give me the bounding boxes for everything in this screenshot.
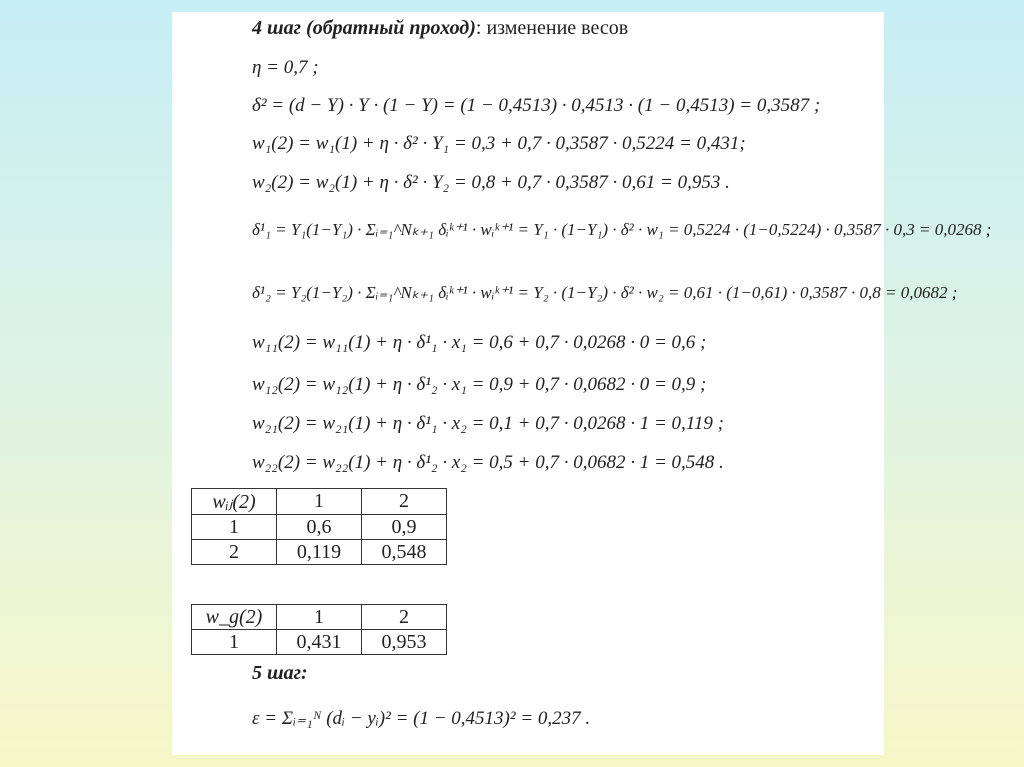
weights-table-wg <box>191 604 447 655</box>
table-cell: 0,6 <box>277 515 362 540</box>
equation-eta: η = 0,7 ; <box>252 57 319 78</box>
table-header-row <box>192 489 447 515</box>
equation-w12: w₁₂(2) = w₁₂(1) + η · δ¹₂ · x₁ = 0,9 + 0,7 · 0,0682 · 0 = 0,9 ; <box>252 374 707 395</box>
table-cell: 2 <box>362 605 447 630</box>
table-cell: w_g(2) <box>205 605 263 628</box>
equation-delta11: δ¹₁ = Y₁(1−Y₁) · Σᵢ₌₁^Nₖ₊₁ δᵢᵏ⁺¹ · wᵢᵏ⁺¹ = Y₁ · (1−Y₁) · δ² · w₁ = 0,5224 · (1−0,5224) · 0,3587 · 0,3 = 0,0268 ; <box>252 220 992 239</box>
table-cell: 1 <box>192 630 277 655</box>
table-cell: 0,119 <box>277 540 362 565</box>
equation-delta2: δ² = (d − Y) · Y · (1 − Y) = (1 − 0,4513) · 0,4513 · (1 − 0,4513) = 0,3587 ; <box>252 95 821 116</box>
heading-rest: : изменение весов <box>475 17 629 39</box>
table-row <box>192 630 447 655</box>
weights-table-wij <box>191 488 447 565</box>
equation-w22: w₂₂(2) = w₂₂(1) + η · δ¹₂ · x₂ = 0,5 + 0,7 · 0,0682 · 1 = 0,548 . <box>252 452 724 473</box>
table-cell: 1 <box>192 515 277 540</box>
table-cell: 1 <box>277 605 362 630</box>
step4-heading <box>252 17 628 40</box>
equation-w1: w₁(2) = w₁(1) + η · δ² · Y₁ = 0,3 + 0,7 · 0,3587 · 0,5224 = 0,431; <box>252 133 746 154</box>
heading-bold: 4 шаг (обратный проход) <box>252 17 476 39</box>
table-cell: wᵢⱼ(2) <box>212 491 256 513</box>
step5-heading: 5 шаг: <box>252 662 308 684</box>
table-cell: 0,548 <box>362 540 447 565</box>
document-page <box>172 12 992 755</box>
table-row <box>192 515 447 540</box>
table-cell: 2 <box>362 489 447 515</box>
equation-error: ε = Σᵢ₌₁ᴺ (dᵢ − yᵢ)² = (1 − 0,4513)² = 0,237 . <box>252 708 591 729</box>
table-header-row <box>192 605 447 630</box>
equation-w21: w₂₁(2) = w₂₁(1) + η · δ¹₁ · x₂ = 0,1 + 0,7 · 0,0268 · 1 = 0,119 ; <box>252 413 724 434</box>
equation-delta12: δ¹₂ = Y₂(1−Y₂) · Σᵢ₌₁^Nₖ₊₁ δᵢᵏ⁺¹ · wᵢᵏ⁺¹ = Y₂ · (1−Y₂) · δ² · w₂ = 0,61 · (1−0,61) · 0,3587 · 0,8 = 0,0682 ; <box>252 283 958 302</box>
table-cell: 2 <box>192 540 277 565</box>
equation-w2: w₂(2) = w₂(1) + η · δ² · Y₂ = 0,8 + 0,7 · 0,3587 · 0,61 = 0,953 . <box>252 172 730 193</box>
table-cell: 0,431 <box>277 630 362 655</box>
table-cell: 0,9 <box>362 515 447 540</box>
table-cell: 1 <box>277 489 362 515</box>
table-cell: 0,953 <box>362 630 447 655</box>
table-row <box>192 540 447 565</box>
equation-w11: w₁₁(2) = w₁₁(1) + η · δ¹₁ · x₁ = 0,6 + 0,7 · 0,0268 · 0 = 0,6 ; <box>252 332 707 353</box>
